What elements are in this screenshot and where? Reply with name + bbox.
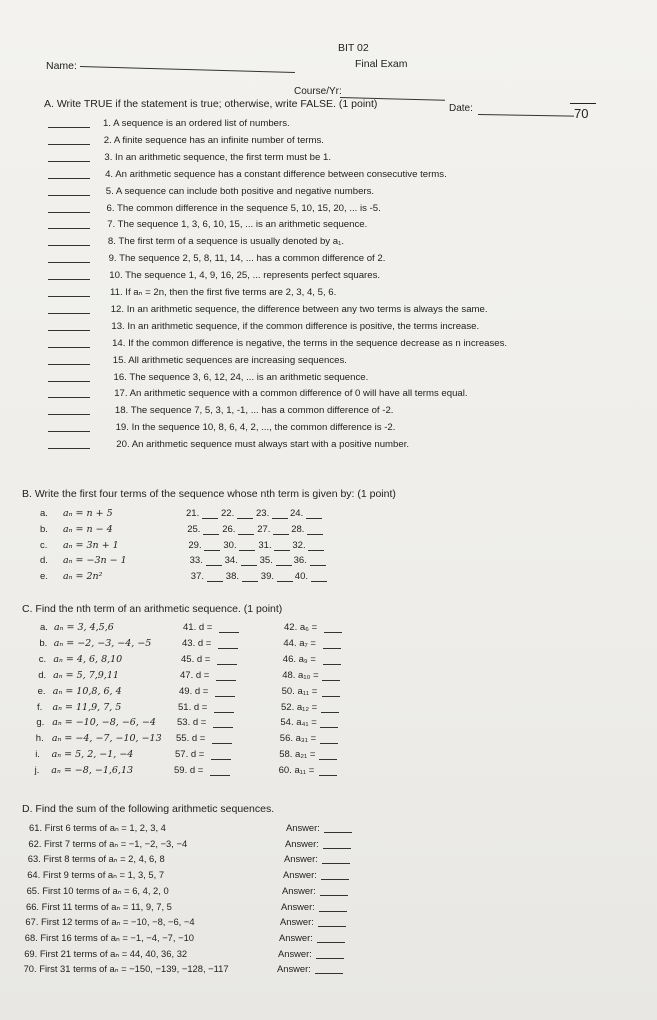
answer-blank[interactable] — [48, 127, 90, 128]
term-blank[interactable] — [277, 581, 293, 582]
item-number: 29. — [188, 539, 202, 551]
term-blank[interactable] — [274, 550, 290, 551]
term-blank[interactable] — [207, 581, 223, 582]
term-blank[interactable] — [202, 518, 218, 519]
tf-statement: 3. In an arithmetic sequence, the first term must be 1. — [104, 151, 332, 163]
difference-blank[interactable] — [211, 759, 231, 760]
term-blank[interactable] — [322, 680, 340, 681]
item-number: 32. — [292, 539, 306, 551]
difference-blank[interactable] — [217, 664, 237, 665]
term-blank[interactable] — [242, 581, 258, 582]
term-blank[interactable] — [320, 743, 338, 744]
date-field[interactable] — [478, 114, 574, 117]
term-blank[interactable] — [319, 759, 337, 760]
answer-blank[interactable] — [48, 144, 90, 145]
answer-label: Answer: — [278, 947, 312, 959]
item-number: 40. — [294, 571, 309, 583]
sequence-expression: aₙ = 3, 4,5,6 — [54, 622, 114, 633]
difference-blank[interactable] — [214, 712, 234, 713]
tf-statement: 4. An arithmetic sequence has a constant difference between consecutive terms. — [105, 168, 447, 180]
sequence-expression: aₙ = 11,9, 7, 5 — [52, 701, 122, 713]
answer-label: Answer: — [277, 963, 311, 975]
answer-blank[interactable] — [48, 381, 90, 382]
answer-blank[interactable] — [48, 279, 90, 280]
answer-blank[interactable] — [48, 397, 90, 398]
term-blank[interactable] — [238, 534, 254, 535]
sum-question: 62. First 7 terms of aₙ = −1, −2, −3, −4 — [28, 837, 188, 849]
term-blank[interactable] — [306, 518, 322, 519]
sum-question: 67. First 12 terms of aₙ = −10, −8, −6, −4 — [25, 916, 195, 928]
item-letter: h. — [35, 733, 44, 745]
tf-statement: 2. A finite sequence has an infinite number of terms. — [103, 134, 324, 146]
item-number: 30. — [223, 539, 237, 551]
nth-term-label: 48. a₁₀ = — [282, 669, 319, 681]
answer-blank[interactable] — [48, 296, 90, 297]
item-number: 21. — [186, 508, 200, 519]
item-number: 33. — [189, 555, 203, 567]
answer-label: Answer: — [280, 916, 314, 928]
term-blank[interactable] — [307, 534, 323, 535]
sum-answer-blank[interactable] — [316, 958, 344, 959]
sum-question: 61. First 6 terms of aₙ = 1, 2, 3, 4 — [29, 822, 166, 833]
sequence-expression: aₙ = 5, 2, −1, −4 — [51, 749, 134, 761]
item-letter: a. — [40, 622, 48, 633]
nth-term-label: 42. a₆ = — [284, 622, 318, 633]
name-label: Name: — [46, 60, 77, 72]
nth-term-label: 58. a₂₁ = — [279, 749, 316, 761]
term-blank[interactable] — [323, 648, 341, 649]
name-field[interactable] — [80, 66, 295, 73]
term-blank[interactable] — [237, 518, 253, 519]
sum-question: 70. First 31 terms of aₙ = −150, −139, −128, −117 — [23, 963, 229, 975]
term-blank[interactable] — [323, 664, 341, 665]
answer-blank[interactable] — [48, 262, 90, 263]
tf-statement: 12. In an arithmetic sequence, the difference between any two terms is always the same. — [110, 303, 488, 315]
difference-blank[interactable] — [212, 743, 232, 744]
sum-answer-blank[interactable] — [324, 832, 352, 833]
sum-answer-blank[interactable] — [317, 942, 345, 943]
term-blank[interactable] — [324, 632, 342, 633]
section-b-heading: B. Write the first four terms of the sequence whose nth term is given by: (1 point) — [22, 488, 396, 500]
answer-blank[interactable] — [48, 431, 90, 432]
term-blank[interactable] — [204, 550, 220, 551]
tf-statement: 9. The sequence 2, 5, 8, 11, 14, ... has a common difference of 2. — [108, 253, 386, 265]
item-number: 24. — [290, 508, 304, 519]
answer-blank[interactable] — [48, 228, 90, 229]
sum-question: 63. First 8 terms of aₙ = 2, 4, 6, 8 — [27, 853, 165, 865]
item-number: 38. — [225, 571, 240, 583]
nth-term-expression: aₙ = 3n + 1 — [63, 539, 119, 551]
item-number: 37. — [190, 571, 205, 583]
common-difference-label: 41. d = — [183, 622, 213, 633]
item-number: 31. — [258, 539, 272, 551]
sequence-expression: aₙ = −8, −1,6,13 — [51, 765, 134, 777]
course-code: BIT 02 — [338, 42, 369, 54]
item-letter: e. — [40, 571, 48, 583]
tf-statement: 17. An arithmetic sequence with a common difference of 0 will have all terms equal. — [114, 388, 468, 400]
tf-statement: 1. A sequence is an ordered list of numbers. — [103, 118, 290, 129]
date-label: Date: — [449, 103, 473, 114]
item-number: 34. — [224, 555, 238, 567]
answer-blank[interactable] — [48, 161, 90, 162]
item-number: 27. — [257, 523, 271, 535]
item-letter: i. — [35, 749, 40, 761]
common-difference-label: 57. d = — [175, 749, 205, 761]
tf-statement: 11. If aₙ = 2n, then the first five terms are 2, 3, 4, 5, 6. — [110, 287, 337, 298]
exam-title: Final Exam — [355, 58, 408, 70]
tf-statement: 10. The sequence 1, 4, 9, 16, 25, ... represents perfect squares. — [109, 270, 381, 282]
nth-term-expression: aₙ = n + 5 — [63, 508, 113, 519]
item-letter: e. — [37, 685, 46, 697]
answer-blank[interactable] — [48, 245, 90, 246]
section-d-heading: D. Find the sum of the following arithmetic sequences. — [22, 803, 275, 815]
tf-statement: 15. All arithmetic sequences are increasing sequences. — [112, 354, 347, 366]
sequence-expression: aₙ = −4, −7, −10, −13 — [51, 733, 162, 745]
answer-label: Answer: — [279, 931, 313, 943]
item-letter: d. — [40, 555, 48, 567]
common-difference-label: 45. d = — [181, 653, 211, 665]
nth-term-label: 54. a₄₁ = — [280, 717, 317, 729]
score-blank[interactable] — [570, 103, 596, 104]
term-blank[interactable] — [206, 565, 222, 566]
sequence-expression: aₙ = −10, −8, −6, −4 — [52, 717, 156, 729]
section-a-heading: A. Write TRUE if the statement is true; otherwise, write FALSE. (1 point) — [44, 98, 378, 110]
difference-blank[interactable] — [213, 727, 233, 728]
item-number: 23. — [256, 508, 270, 519]
tf-statement: 14. If the common difference is negative, the terms in the sequence decrease as n increases. — [112, 337, 508, 349]
term-blank[interactable] — [310, 565, 326, 566]
sum-answer-blank[interactable] — [323, 848, 351, 849]
tf-statement: 5. A sequence can include both positive and negative numbers. — [105, 185, 375, 197]
tf-statement: 6. The common difference in the sequence 5, 10, 15, 20, ... is -5. — [106, 202, 381, 214]
item-letter: f. — [37, 701, 43, 713]
tf-statement: 8. The first term of a sequence is usually denoted by a₁. — [107, 236, 344, 248]
sum-question: 69. First 21 terms of aₙ = 44, 40, 36, 32 — [24, 947, 188, 959]
sum-question: 66. First 11 terms of aₙ = 11, 9, 7, 5 — [26, 900, 172, 912]
answer-label: Answer: — [281, 900, 315, 912]
term-blank[interactable] — [276, 565, 292, 566]
answer-blank[interactable] — [48, 448, 90, 449]
nth-term-expression: aₙ = n − 4 — [63, 523, 113, 535]
item-number: 26. — [222, 523, 236, 535]
nth-term-expression: aₙ = 2n² — [63, 571, 103, 583]
answer-blank[interactable] — [48, 414, 90, 415]
answer-label: Answer: — [285, 837, 319, 849]
nth-term-label: 60. a₁₁ = — [278, 765, 315, 777]
sum-answer-blank[interactable] — [320, 895, 348, 896]
sequence-expression: aₙ = 10,8, 6, 4 — [52, 685, 122, 697]
tf-statement: 19. In the sequence 10, 8, 6, 4, 2, ..., the common difference is -2. — [115, 422, 396, 434]
difference-blank[interactable] — [210, 775, 230, 776]
item-number: 35. — [259, 555, 273, 567]
tf-statement: 20. An arithmetic sequence must always start with a positive number. — [116, 439, 410, 451]
item-number: 39. — [260, 571, 275, 583]
tf-statement: 7. The sequence 1, 3, 6, 10, 15, ... is an arithmetic sequence. — [107, 219, 368, 231]
common-difference-label: 51. d = — [178, 701, 208, 713]
term-blank[interactable] — [321, 712, 339, 713]
sum-question: 65. First 10 terms of aₙ = 6, 4, 2, 0 — [26, 884, 169, 896]
answer-blank[interactable] — [48, 212, 90, 213]
section-c-heading: C. Find the nth term of an arithmetic sequence. (1 point) — [22, 603, 283, 615]
sequence-expression: aₙ = 5, 7,9,11 — [53, 669, 119, 681]
common-difference-label: 49. d = — [179, 685, 209, 697]
term-blank[interactable] — [273, 534, 289, 535]
item-number: 36. — [293, 555, 307, 567]
term-blank[interactable] — [241, 565, 257, 566]
answer-label: Answer: — [284, 853, 318, 865]
common-difference-label: 47. d = — [180, 669, 210, 681]
term-blank[interactable] — [320, 727, 338, 728]
course-label: Course/Yr: — [294, 86, 342, 97]
answer-blank[interactable] — [48, 178, 90, 179]
answer-blank[interactable] — [48, 364, 90, 365]
total-score: 70 — [574, 106, 589, 121]
sum-question: 64. First 9 terms of aₙ = 1, 3, 5, 7 — [27, 869, 165, 881]
item-letter: c. — [38, 653, 47, 665]
sequence-expression: aₙ = 4, 6, 8,10 — [53, 653, 123, 665]
nth-term-label: 46. a₉ = — [282, 653, 316, 665]
item-letter: c. — [40, 539, 48, 551]
answer-label: Answer: — [282, 884, 316, 896]
common-difference-label: 43. d = — [182, 637, 212, 649]
nth-term-label: 52. a₁₂ = — [281, 701, 318, 713]
answer-label: Answer: — [286, 822, 320, 833]
item-letter: b. — [39, 637, 48, 649]
item-letter: a. — [40, 508, 48, 519]
item-letter: b. — [40, 523, 48, 535]
sum-answer-blank[interactable] — [315, 973, 343, 974]
difference-blank[interactable] — [216, 680, 236, 681]
answer-blank[interactable] — [48, 347, 90, 348]
nth-term-label: 56. a₃₁ = — [279, 733, 317, 745]
term-blank[interactable] — [311, 581, 327, 582]
term-blank[interactable] — [203, 534, 219, 535]
answer-label: Answer: — [283, 869, 317, 881]
common-difference-label: 59. d = — [174, 765, 204, 777]
term-blank[interactable] — [272, 518, 288, 519]
difference-blank[interactable] — [218, 648, 238, 649]
nth-term-expression: aₙ = −3n − 1 — [63, 555, 127, 567]
answer-blank[interactable] — [48, 330, 90, 331]
item-letter: d. — [38, 669, 47, 681]
tf-statement: 16. The sequence 3, 6, 12, 24, ... is an arithmetic sequence. — [113, 371, 369, 383]
item-number: 25. — [187, 523, 201, 535]
term-blank[interactable] — [239, 550, 255, 551]
sum-answer-blank[interactable] — [318, 926, 346, 927]
item-letter: g. — [36, 717, 45, 729]
common-difference-label: 53. d = — [177, 717, 207, 729]
nth-term-label: 44. a₇ = — [283, 637, 316, 649]
difference-blank[interactable] — [219, 632, 239, 633]
term-blank[interactable] — [322, 696, 340, 697]
item-letter: j. — [34, 765, 40, 777]
nth-term-label: 50. a₁₁ = — [281, 685, 318, 697]
answer-blank[interactable] — [48, 195, 90, 196]
tf-statement: 18. The sequence 7, 5, 3, 1, -1, ... has a common difference of -2. — [114, 405, 394, 417]
answer-blank[interactable] — [48, 313, 90, 314]
term-blank[interactable] — [319, 775, 337, 776]
sum-answer-blank[interactable] — [322, 863, 350, 864]
sum-answer-blank[interactable] — [321, 879, 349, 880]
item-number: 28. — [291, 523, 305, 535]
tf-statement: 13. In an arithmetic sequence, if the common difference is positive, the terms increase. — [111, 320, 480, 332]
common-difference-label: 55. d = — [176, 733, 206, 745]
sequence-expression: aₙ = −2, −3, −4, −5 — [53, 637, 152, 649]
term-blank[interactable] — [308, 550, 324, 551]
difference-blank[interactable] — [215, 696, 235, 697]
sum-answer-blank[interactable] — [319, 911, 347, 912]
item-number: 22. — [221, 508, 235, 519]
sum-question: 68. First 16 terms of aₙ = −1, −4, −7, −10 — [24, 931, 194, 943]
